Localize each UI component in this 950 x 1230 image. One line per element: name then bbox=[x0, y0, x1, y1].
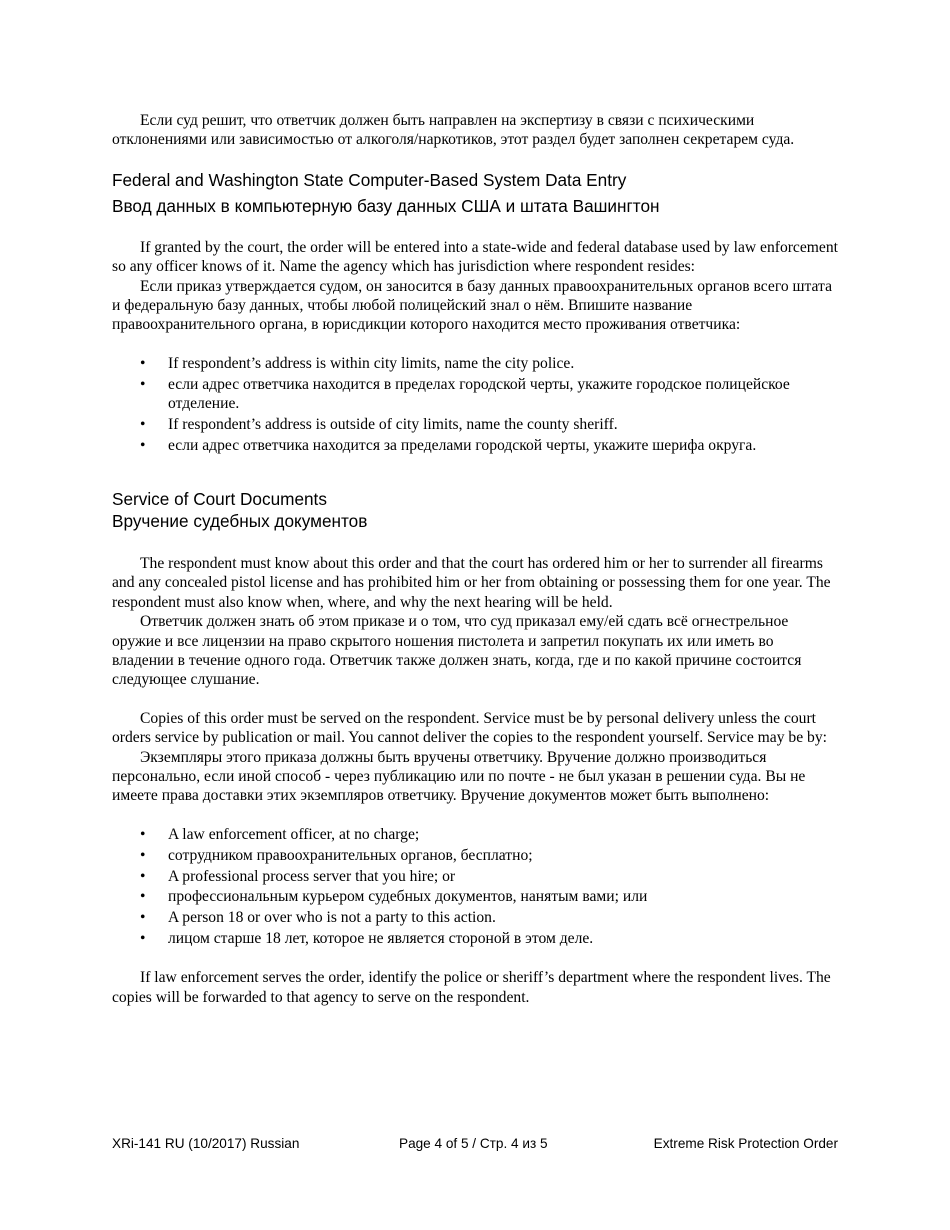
bullet-icon: • bbox=[140, 825, 146, 843]
intro-paragraph-ru: Если суд решит, что ответчик должен быть направлен на экспертизу в связи с психическими отклонениями или зависимостью от алкоголя/наркотиков, этот раздел будет заполнен секретарем суда. bbox=[112, 112, 795, 149]
bullet-icon: • bbox=[140, 354, 146, 372]
jurisdiction-bullet-list bbox=[112, 354, 838, 456]
footer-document-title: Extreme Risk Protection Order bbox=[653, 1136, 838, 1151]
service-paragraph1-ru: Ответчик должен знать об этом приказе и о том, что суд приказал ему/ей сдать всё огнестрельное оружие и все лицензии на право скрытого ношения пистолета и запретил покупать их или иметь во владении в течение одного года. Ответчик также должен знать, когда, где и по какой причине состоится следующее слушание. bbox=[112, 613, 802, 689]
list-item: • сотрудником правоохранительных органов, бесплатно; bbox=[140, 846, 533, 864]
data-entry-paragraph-ru: Если приказ утверждается судом, он заносится в базу данных правоохранительных органов всего штата и федеральную базу данных, чтобы любой полицейский знал о нём. Впишите название правоохранительного органа, в юрисдикции которого находится место проживания ответчика: bbox=[112, 277, 832, 334]
list-item: • A law enforcement officer, at no charge; bbox=[140, 825, 420, 843]
section-heading-service-en: Service of Court Documents bbox=[112, 488, 327, 509]
spacer bbox=[112, 950, 838, 968]
service-paragraph2-ru: Экземпляры этого приказа должны быть вручены ответчику. Вручение должно производиться персонально, если иной способ - через публикацию или по почте - не был указан в решении суда. Вы не имеете права доставки этих экземпляров ответчику. Вручение документов может быть выполнено: bbox=[112, 748, 806, 805]
document-body bbox=[112, 111, 838, 1007]
list-item: • профессиональным курьером судебных документов, нанятым вами; или bbox=[140, 888, 648, 906]
bullet-icon: • bbox=[140, 846, 146, 864]
bullet-icon: • bbox=[140, 436, 146, 454]
list-item: • If respondent’s address is within city limits, name the city police. bbox=[140, 354, 575, 372]
spacer bbox=[112, 690, 838, 709]
service-paragraph2-en: Copies of this order must be served on the respondent. Service must be by personal delivery unless the court orders service by publication or mail. You cannot deliver the copies to the respondent yourself. Service may be by: bbox=[112, 709, 827, 747]
spacer bbox=[112, 806, 838, 825]
bullet-icon: • bbox=[140, 416, 146, 434]
spacer bbox=[112, 335, 838, 354]
list-item: • If respondent’s address is outside of city limits, name the county sheriff. bbox=[140, 416, 618, 434]
section-heading-data-entry-en: Federal and Washington State Computer-Based System Data Entry bbox=[112, 169, 627, 190]
service-paragraph3-en: If law enforcement serves the order, identify the police or sheriff’s department where the respondent lives. The copies will be forwarded to that agency to serve on the respondent. bbox=[112, 969, 831, 1006]
bullet-icon: • bbox=[140, 909, 146, 927]
list-item: • если адрес ответчика находится за пределами городской черты, укажите шерифа округа. bbox=[140, 436, 757, 454]
data-entry-paragraph-en: If granted by the court, the order will be entered into a state-wide and federal database used by law enforcement so any officer knows of it. Name the agency which has jurisdiction where respondent resides: bbox=[112, 238, 838, 276]
bullet-icon: • bbox=[140, 867, 146, 885]
bullet-icon: • bbox=[140, 930, 146, 948]
list-item: • A professional process server that you hire; or bbox=[140, 867, 456, 885]
spacer bbox=[112, 219, 838, 238]
section-heading-service-ru: Вручение судебных документов bbox=[112, 510, 368, 531]
service-bullet-list bbox=[112, 825, 838, 949]
list-item: • если адрес ответчика находится в пределах городской черты, укажите городское полицейское отделение. bbox=[140, 375, 790, 413]
bullet-icon: • bbox=[140, 375, 146, 393]
spacer bbox=[112, 150, 838, 167]
spacer bbox=[112, 457, 838, 488]
bullet-icon: • bbox=[140, 888, 146, 906]
service-paragraph1-en: The respondent must know about this order and that the court has ordered him or her to surrender all firearms and any concealed pistol license and has prohibited him or her from obtaining or possessing them for one year. The respondent must also know when, where, and why the next hearing will be held. bbox=[112, 554, 831, 611]
list-item: • A person 18 or over who is not a party to this action. bbox=[140, 909, 496, 927]
footer-page-number: Page 4 of 5 / Стр. 4 из 5 bbox=[399, 1136, 548, 1151]
spacer bbox=[112, 532, 838, 554]
list-item: • лицом старше 18 лет, которое не является стороной в этом деле. bbox=[140, 930, 594, 948]
section-heading-data-entry-ru: Ввод данных в компьютерную базу данных США и штата Вашингтон bbox=[112, 195, 660, 216]
footer-form-id: XRi-141 RU (10/2017) Russian bbox=[112, 1136, 300, 1151]
